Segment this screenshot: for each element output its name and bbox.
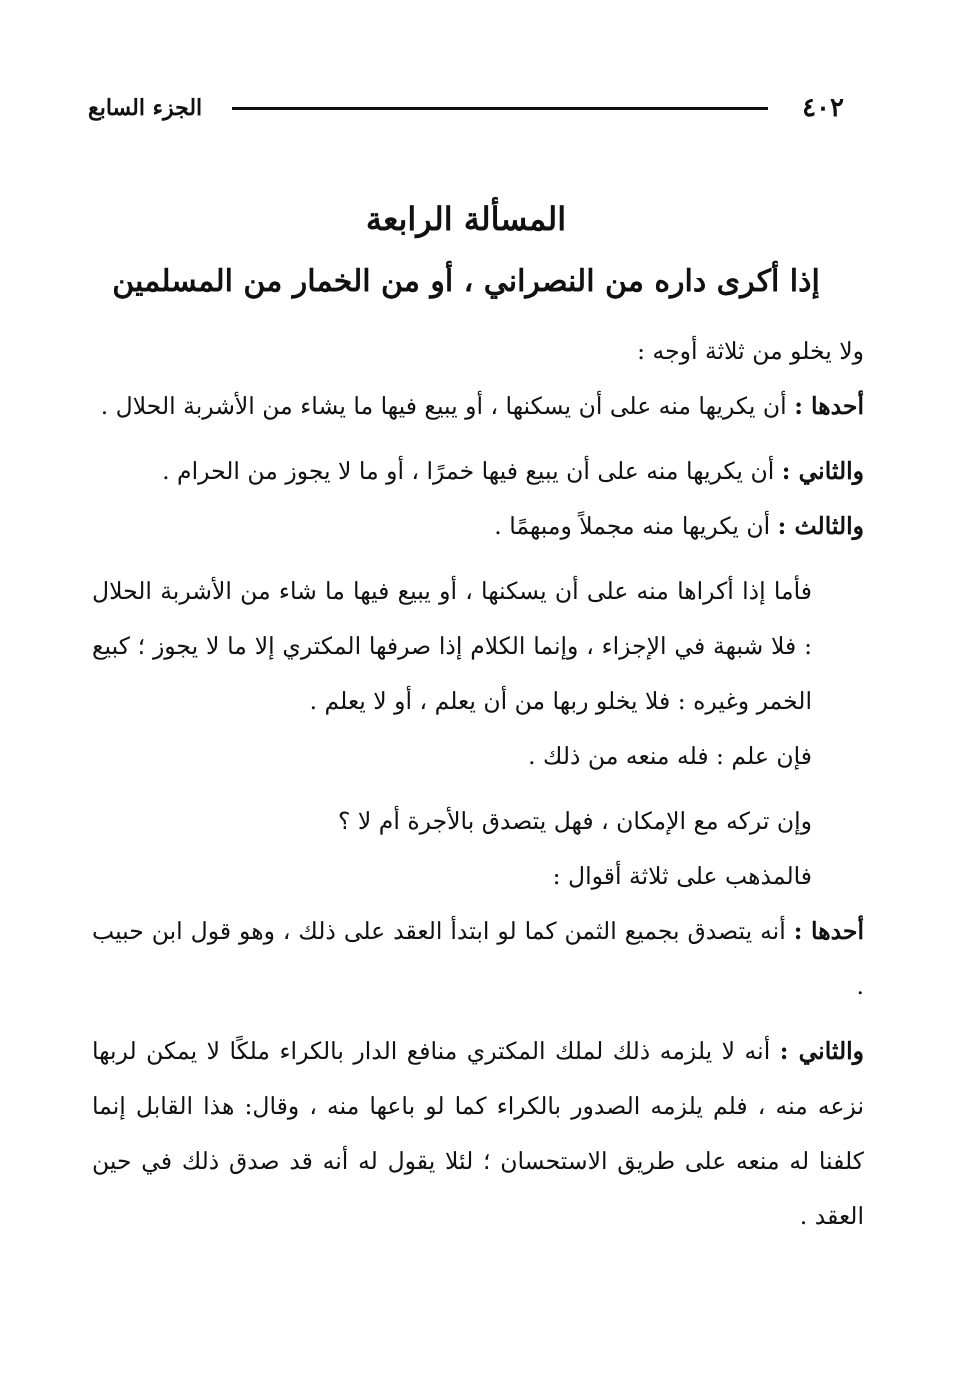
paragraph-question	[92, 794, 864, 849]
paragraph-lead: أحدها :	[793, 917, 864, 945]
paragraph-second-opinion	[92, 1024, 864, 1244]
paragraph-text: أن يكريها منه مجملاً ومبهمًا .	[494, 512, 778, 540]
paragraph-lead: والثاني :	[781, 457, 864, 485]
paragraph-if-known	[92, 729, 864, 784]
paragraph-lead: والثالث :	[777, 512, 864, 540]
paragraph-text: فالمذهب على ثلاثة أقوال :	[552, 862, 812, 890]
paragraph-text: أن يكريها منه على أن يبيع فيها خمرًا ، أو ما لا يجوز من الحرام .	[162, 457, 782, 485]
paragraph-text: أنه يتصدق بجميع الثمن كما لو ابتدأ العقد على ذلك ، وهو قول ابن حبيب .	[92, 917, 864, 1000]
paragraph-text: أن يكريها منه على أن يسكنها ، أو يبيع فيها ما يشاء من الأشربة الحلال .	[100, 392, 795, 420]
section-title: المسألة الرابعة	[365, 200, 567, 238]
paragraph-lead: والثاني :	[779, 1037, 865, 1065]
section-subtitle: إذا أكرى داره من النصراني ، أو من الخمار من المسلمين	[112, 264, 820, 299]
body-text	[92, 324, 864, 1244]
page-header	[88, 88, 844, 128]
paragraph-text: ولا يخلو من ثلاثة أوجه :	[637, 337, 864, 365]
paragraph-lead: أحدها :	[794, 392, 864, 420]
paragraph-third-case	[92, 499, 864, 554]
paragraph-second-case	[92, 444, 864, 499]
paragraph-text: أنه لا يلزمه ذلك لملك المكتري منافع الدار بالكراء ملكًا لا يمكن لربها نزعه منه ، فلم يلزمه الصدور بالكراء كما لو باعها منه ، وقال: هذا القابل إنما كلفنا له منعه على طريق الاستحسان ؛ لئلا يقول له أنه قد صدق ذلك في حين العقد .	[92, 1037, 864, 1230]
running-title: الجزء السابع	[88, 95, 203, 121]
header-rule	[232, 107, 768, 110]
paragraph-opinions-intro	[92, 849, 864, 904]
paragraph-text: وإن تركه مع الإمكان ، فهل يتصدق بالأجرة أم لا ؟	[337, 807, 812, 835]
paragraph-first-case	[92, 379, 864, 434]
paragraph-first-opinion	[92, 904, 864, 1014]
paragraph-text: فأما إذا أكراها منه على أن يسكنها ، أو يبيع فيها ما شاء من الأشربة الحلال : فلا شبهة في الإجزاء ، وإنما الكلام إذا صرفها المكتري إلا ما لا يجوز ؛ كبيع الخمر وغيره : فلا يخلو ربها من أن يعلم ، أو لا يعلم .	[92, 577, 812, 715]
page-number: ٤٠٢	[802, 93, 844, 123]
paragraph-discussion	[92, 564, 864, 729]
paragraph-text: فإن علم : فله منعه من ذلك .	[528, 742, 812, 770]
paragraph-intro	[92, 324, 864, 379]
